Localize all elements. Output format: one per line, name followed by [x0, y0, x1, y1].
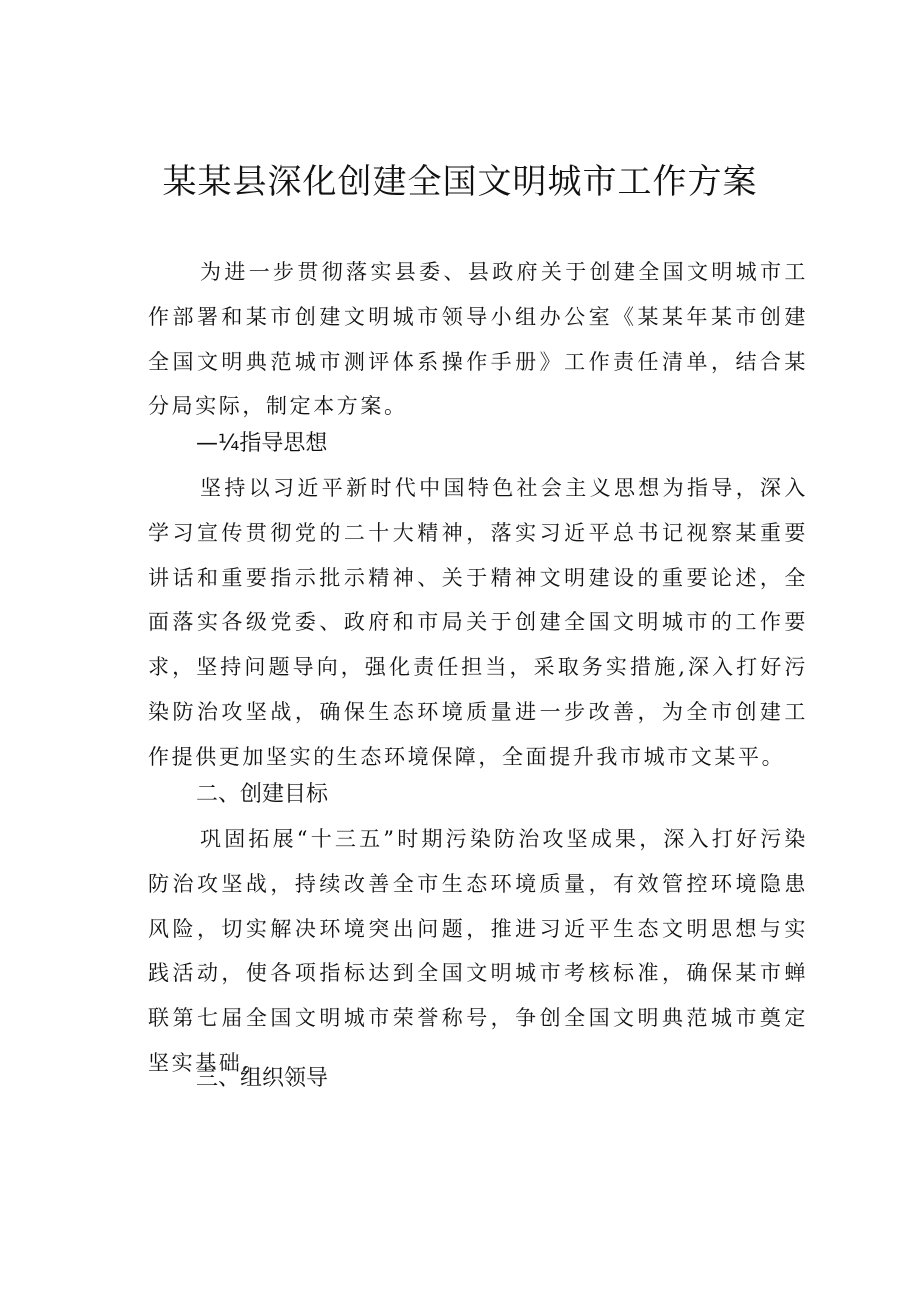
- intro-paragraph: 为进一步贯彻落实县委、县政府关于创建全国文明城市工作部署和某市创建文明城市领导小组办公室《某某年某市创建全国文明典范城市测评体系操作手册》工作责任清单，结合某分局实际，制定本方案。: [148, 260, 808, 419]
- document-title: 某某县深化创建全国文明城市工作方案: [162, 162, 758, 202]
- section-heading-goals: 二、创建目标: [196, 782, 329, 807]
- section-body-guiding-ideology: 坚持以习近平新时代中国特色社会主义思想为指导，深入学习宣传贯彻党的二十大精神，落实习近平总书记视察某重要讲话和重要指示批示精神、关于精神文明建设的重要论述，全面落实各级党委、政府和市局关于创建全国文明城市的工作要求，坚持问题导向，强化责任担当，采取务实措施,深入打好污染防治攻坚战，确保生态环境质量进一步改善，为全市创建工作提供更加坚实的生态环境保障，全面提升我市城市文某平。: [148, 476, 808, 769]
- section-body-goals: 巩固拓展“十三五”时期污染防治攻坚成果，深入打好污染防治攻坚战，持续改善全市生态环境质量，有效管控环境隐患风险，切实解决环境突出问题，推进习近平生态文明思想与实践活动，使各项指标达到全国文明城市考核标准，确保某市蝉联第七届全国文明城市荣誉称号，争创全国文明典范城市奠定坚实基础。: [148, 827, 808, 1075]
- section-heading-organization: 三、组织领导: [196, 1066, 329, 1091]
- section-heading-guiding-ideology: —¼指导思想: [196, 431, 328, 456]
